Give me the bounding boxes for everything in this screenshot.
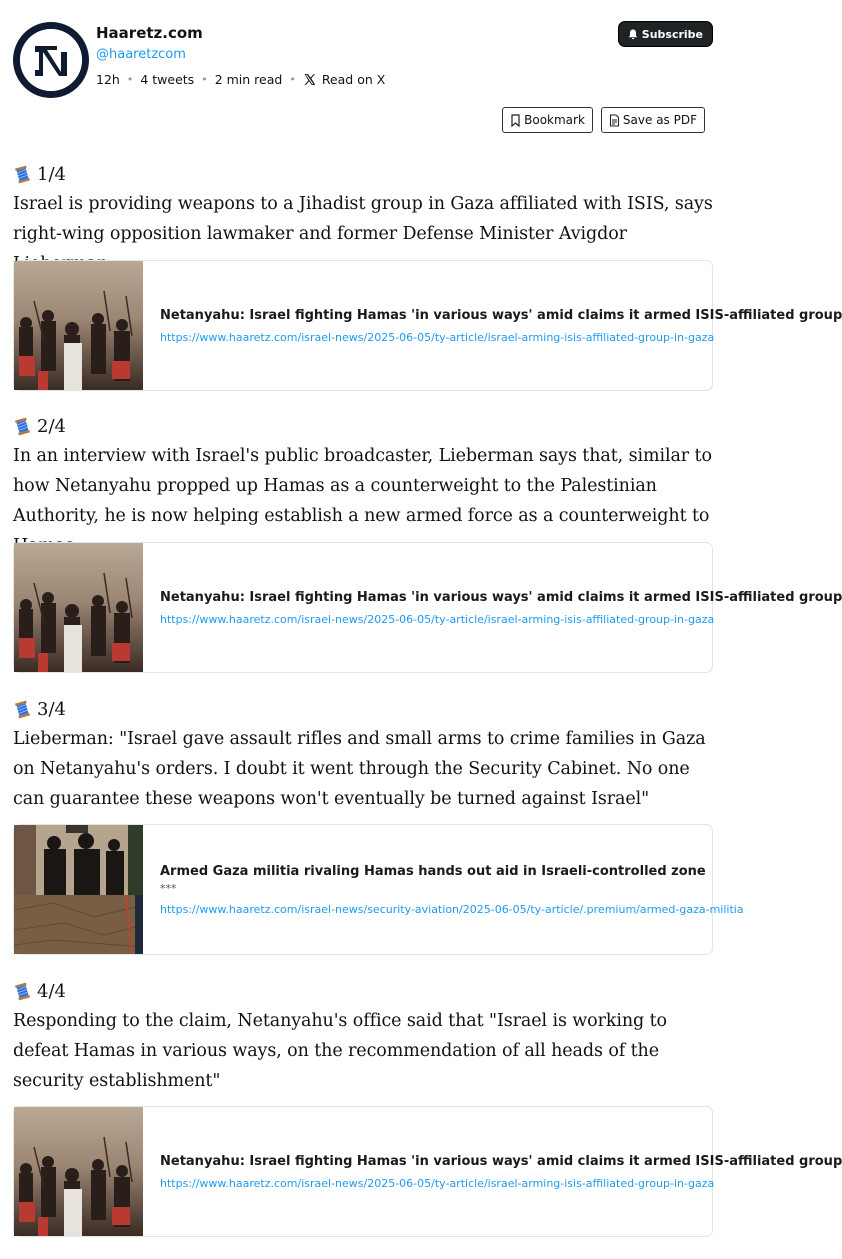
card-title: Armed Gaza militia rivaling Hamas hands out aid in Israeli-controlled zone [160, 863, 706, 879]
tweet-count: 4 tweets [140, 72, 195, 87]
save-pdf-label: Save as PDF [622, 113, 697, 127]
thread-spool-icon [13, 165, 32, 184]
thread-spool-icon [13, 700, 32, 719]
tweet-number [13, 697, 713, 721]
link-card[interactable] [13, 542, 842, 673]
read-time: 2 min read [214, 72, 283, 87]
link-card[interactable] [13, 1106, 842, 1237]
tweet-number [13, 979, 713, 1003]
card-thumbnail [14, 1107, 143, 1236]
tweet-text: Responding to the claim, Netanyahu's office said that "Israel is working to defeat Hamas in various ways, on the recommendation of all heads of the security establishment" [13, 1011, 667, 1091]
card-title: Netanyahu: Israel fighting Hamas 'in various ways' amid claims it armed ISIS-affiliated group [160, 307, 842, 323]
bell-icon [628, 29, 638, 40]
card-body [160, 543, 842, 672]
read-on-x-link[interactable]: Read on X [321, 72, 386, 87]
card-url[interactable]: https://www.haaretz.com/israel-news/2025-06-05/ty-article/israel-arming-isis-affiliated-group-in-gaza [160, 330, 715, 344]
x-logo-icon [303, 73, 316, 86]
card-thumbnail [14, 543, 143, 672]
tweet-text: Israel is providing weapons to a Jihadist group in Gaza affiliated with ISIS, says right-wing opposition lawmaker and former Defense Minister Avigdor [13, 194, 713, 244]
tweet-4 [13, 979, 713, 1096]
card-title: Netanyahu: Israel fighting Hamas 'in various ways' amid claims it armed ISIS-affiliated group [160, 1153, 842, 1169]
link-card[interactable] [13, 260, 842, 391]
bookmark-label: Bookmark [524, 113, 585, 127]
card-body [160, 261, 842, 390]
card-title: Netanyahu: Israel fighting Hamas 'in various ways' amid claims it armed ISIS-affiliated group [160, 589, 842, 605]
card-url[interactable]: https://www.haaretz.com/israel-news/security-aviation/2025-06-05/ty-article/.premium/armed-gaza-militia [160, 902, 744, 916]
author-name[interactable]: Haaretz.com [96, 24, 203, 42]
card-thumbnail [14, 825, 143, 954]
bookmark-button[interactable] [502, 107, 593, 133]
card-url[interactable]: https://www.haaretz.com/israel-news/2025-06-05/ty-article/israel-arming-isis-affiliated-group-in-gaza [160, 612, 715, 626]
tweet-text: Lieberman: "Israel gave assault rifles and small arms to crime families in Gaza on Netanyahu's orders. I doubt it went through the Security Cabinet. No one can guarantee these weapons won't eventually be turned against Israel" [13, 729, 706, 809]
card-url[interactable]: https://www.haaretz.com/israel-news/2025-06-05/ty-article/israel-arming-isis-affiliated-group-in-gaza [160, 1176, 715, 1190]
tweet-number-label: 2/4 [37, 415, 66, 437]
tweet-text: In an interview with Israel's public broadcaster, Lieberman says that, similar to how Netanyahu propped up Hamas as a counterweight to the Palestinian Authority, he is now helping establish a new armed force as a counterweight to [13, 446, 712, 526]
card-body [160, 1107, 842, 1236]
thread-spool-icon [13, 982, 32, 1001]
thread-header [13, 22, 713, 102]
tweet-2 [13, 414, 713, 561]
subscribe-button[interactable] [618, 21, 713, 47]
author-handle[interactable]: @haaretzcom [96, 47, 186, 62]
card-body [160, 825, 744, 954]
bookmark-icon [510, 114, 521, 127]
avatar[interactable] [13, 22, 89, 98]
thread-actions [502, 107, 705, 133]
card-description: *** [160, 881, 177, 895]
tweet-number-label: 3/4 [37, 698, 66, 720]
subscribe-label: Subscribe [641, 27, 703, 41]
save-pdf-button[interactable] [601, 107, 705, 133]
post-time: 12h [96, 72, 120, 87]
separator-dot: • [201, 73, 208, 86]
link-card[interactable] [13, 824, 744, 955]
separator-dot: • [126, 73, 134, 86]
tweet-3 [13, 697, 713, 814]
haaretz-logo-icon [13, 22, 89, 98]
separator-dot: • [289, 73, 296, 86]
tweet-number-label: 4/4 [37, 980, 66, 1002]
tweet-number [13, 414, 713, 438]
thread-spool-icon [13, 417, 32, 436]
pdf-file-icon [609, 114, 620, 127]
tweet-number [13, 162, 713, 186]
tweet-number-label: 1/4 [37, 163, 66, 185]
thread-meta [96, 72, 385, 87]
card-thumbnail [14, 261, 143, 390]
